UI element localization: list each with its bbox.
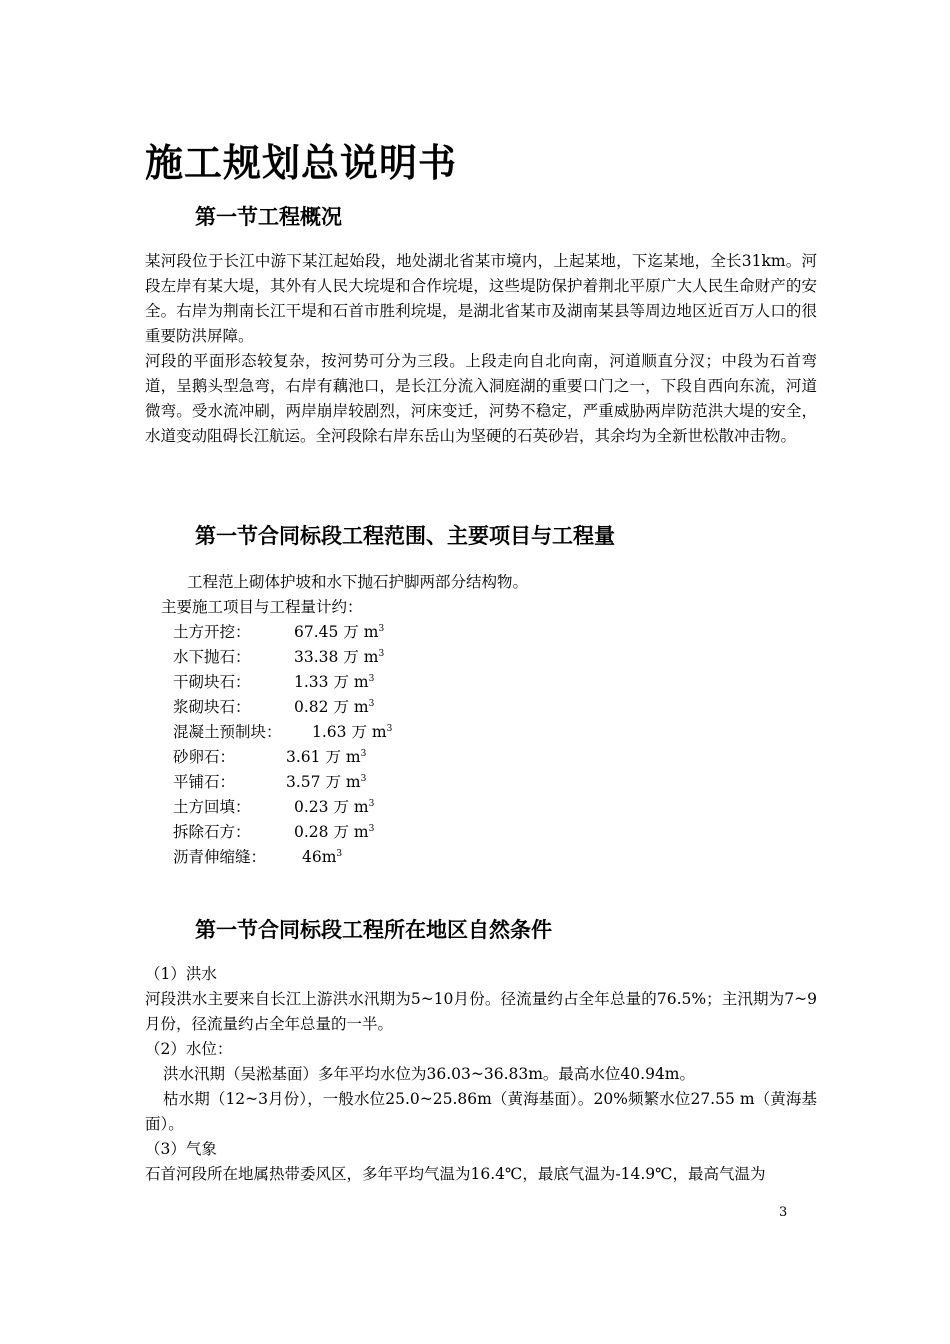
quantity-item [173, 820, 375, 845]
quantity-value: 3.61 万 $m^3$ [286, 748, 367, 766]
quantity-item [173, 770, 367, 795]
quantity-item [173, 695, 375, 720]
quantity-value: 1.63 万 $m^3$ [312, 723, 393, 741]
unit-superscript: 3 [368, 799, 375, 809]
unit-superscript: 3 [368, 674, 375, 684]
unit-superscript: 3 [336, 849, 343, 859]
quantity-item [173, 620, 385, 645]
section-heading-scope: 第一节合同标段工程范围、主要项目与工程量 [195, 523, 615, 548]
quantity-name: 土方回填： [173, 798, 251, 816]
quantity-value: $46m^3$ [302, 848, 343, 866]
quantity-name: 砂卵石： [173, 748, 236, 766]
quantity-value: 67.45 万 $m^3$ [294, 623, 385, 641]
quantity-name: 水下抛石： [173, 648, 251, 666]
unit-superscript: 3 [360, 749, 367, 759]
water-level-flood-season: 洪水汛期（吴淞基面）多年平均水位为36.03~36.83m。最高水位40.94m。 [163, 1065, 696, 1083]
unit-superscript: 3 [360, 774, 367, 784]
quantity-item [173, 745, 367, 770]
quantity-name: 干砌块石： [173, 673, 251, 691]
water-level-label: （2）水位： [145, 1040, 233, 1058]
scope-intro: 工程范上砌体护坡和水下抛石护脚两部分结构物。 [187, 573, 529, 591]
quantity-name: 平铺石： [173, 773, 236, 791]
quantity-name: 拆除石方： [173, 823, 251, 841]
section-heading-natural-conditions: 第一节合同标段工程所在地区自然条件 [195, 917, 552, 942]
quantity-value: 0.82 万 $m^3$ [294, 698, 375, 716]
quantity-value: 33.38 万 $m^3$ [294, 648, 385, 666]
climate-label: （3）气象 [145, 1140, 217, 1158]
quantity-name: 土方开挖： [173, 623, 251, 641]
overview-paragraph: 某河段位于长江中游下某江起始段，地处湖北省某市境内，上起某地，下迄某地，全长31km。河段左岸有某大堤，其外有人民大垸堤和合作垸堤，这些堤防保护着荆北平原广大人民生命财产的安全。右岸为荆南长江干堤和石首市胜利垸堤，是湖北省某市及湖南某县等周边地区近百万人口的很重要防洪屏障。 [145, 252, 817, 345]
flood-paragraph: 河段洪水主要来自长江上游洪水汛期为5~10月份。径流量约占全年总量的76.5%；主汛期为7~9月份，径流量约占全年总量的一半。 [145, 990, 817, 1033]
unit-superscript: 3 [378, 624, 385, 634]
quantity-item [173, 645, 385, 670]
quantity-name: 混凝土预制块： [173, 723, 282, 741]
quantity-name: 沥青伸缩缝： [173, 848, 267, 866]
quantity-item [173, 670, 375, 695]
overview-paragraphs [145, 249, 817, 449]
flood-label: （1）洪水 [145, 965, 217, 983]
quantity-value: 0.28 万 $m^3$ [294, 823, 375, 841]
unit-superscript: 3 [386, 724, 393, 734]
document-title: 施工规划总说明书 [145, 140, 458, 185]
water-level-dry-season: 枯水期（12~3月份），一般水位25.0~25.86m（黄海基面）。20%频繁水位27.55 m（黄海基面）。 [145, 1090, 817, 1133]
quantity-value: 0.23 万 $m^3$ [294, 798, 375, 816]
unit-superscript: 3 [378, 649, 385, 659]
quantity-name: 浆砌块石： [173, 698, 251, 716]
quantity-value: 3.57 万 $m^3$ [286, 773, 367, 791]
overview-paragraph: 河段的平面形态较复杂，按河势可分为三段。上段走向自北向南，河道顺直分汊；中段为石首弯道，呈鹅头型急弯，右岸有藕池口，是长江分流入洞庭湖的重要口门之一，下段自西向东流，河道微弯。受水流冲刷，两岸崩岸较剧烈，河床变迁，河势不稳定，严重威胁两岸防范洪大堤的安全，水道变动阻碍长江航运。全河段除右岸东岳山为坚硬的石英砂岩，其余均为全新世松散冲击物。 [145, 352, 817, 445]
unit-superscript: 3 [368, 824, 375, 834]
unit-superscript: 3 [368, 699, 375, 709]
quantity-item [173, 845, 343, 870]
quantity-value: 1.33 万 $m^3$ [294, 673, 375, 691]
quantity-item [173, 720, 393, 745]
section-heading-overview: 第一节工程概况 [195, 204, 342, 229]
quantity-list-intro: 主要施工项目与工程量计约： [161, 598, 363, 616]
quantity-item [173, 795, 375, 820]
climate-paragraph: 石首河段所在地属热带委风区，多年平均气温为16.4℃，最底气温为-14.9℃，最高气温为 [145, 1165, 766, 1183]
page-number: 3 [779, 1205, 788, 1220]
